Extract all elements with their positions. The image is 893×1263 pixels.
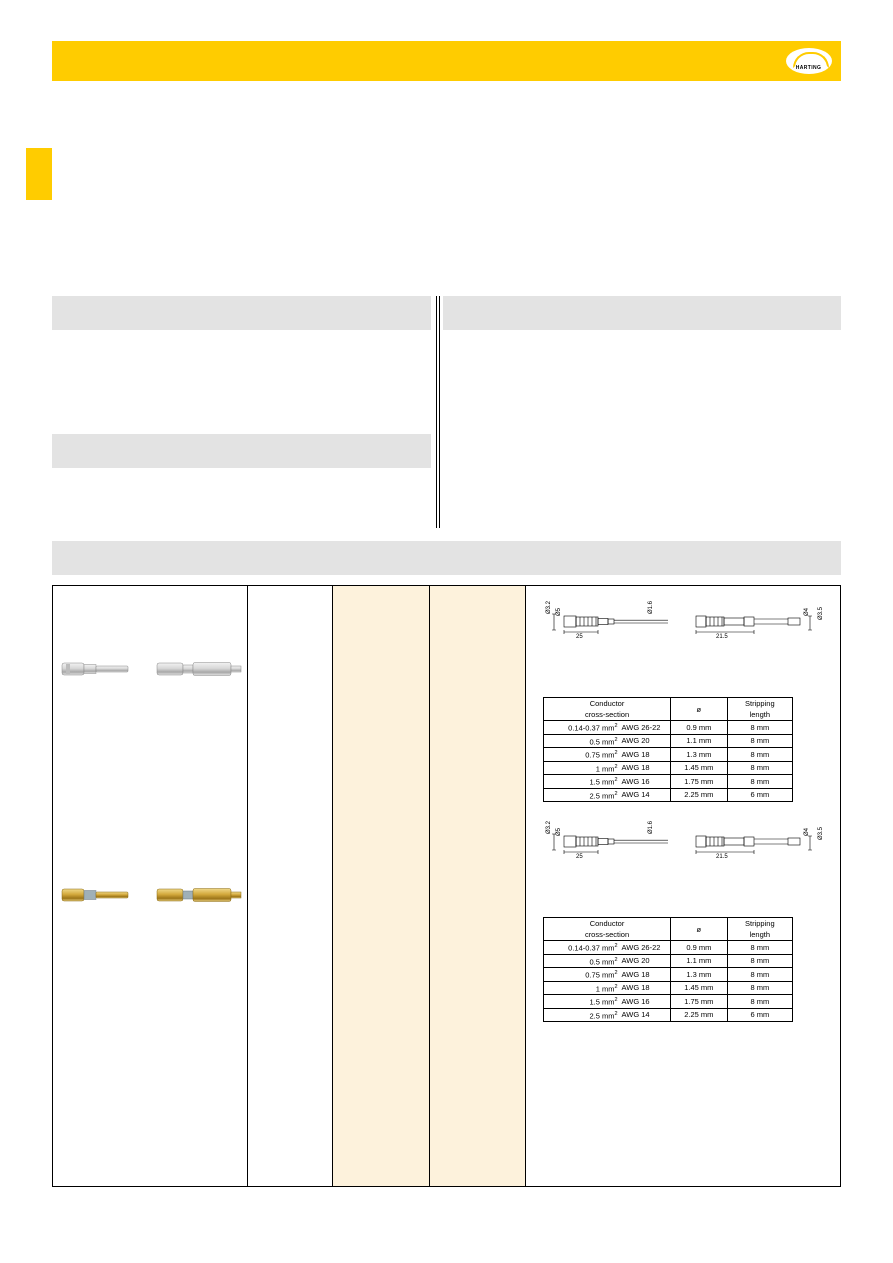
row-unit-sup: 2 [614, 763, 618, 770]
drawing1-dia-top-left: Ø3.2 [546, 600, 552, 614]
row-cross-section: 2.5 mm [589, 1011, 615, 1020]
table-row [544, 981, 793, 995]
table-row [544, 748, 793, 762]
harting-logo [776, 41, 841, 81]
table-row [544, 1008, 793, 1022]
table-row [544, 995, 793, 1009]
crimp-contact-drawing-2 [540, 812, 836, 874]
conductor-spec-table-1 [543, 697, 793, 802]
row-awg: AWG 26-22 [620, 941, 671, 955]
row-unit-sup: 2 [614, 983, 618, 990]
spec-header-conductor-line1: Conductor [589, 699, 625, 708]
logo-label: HARTING [795, 65, 822, 71]
spec-header-stripping [727, 698, 792, 721]
row-awg: AWG 16 [620, 775, 671, 789]
table-row [544, 788, 793, 802]
table-row [544, 941, 793, 955]
row-cross-section: 0.14-0.37 mm [568, 723, 615, 733]
column-divider-right [439, 296, 440, 528]
left-section-bar-2 [52, 434, 431, 468]
crimp-contact-drawing-1 [540, 592, 836, 654]
row-diameter: 1.45 mm [671, 761, 728, 775]
table-column-part-number-2 [430, 586, 526, 1186]
spec-table-header-row [544, 698, 793, 721]
drawing2-dia-right: Ø4 [804, 827, 810, 836]
spec-header-conductor-line1: Conductor [589, 919, 625, 928]
logo-oval-icon [786, 48, 832, 74]
row-awg: AWG 16 [620, 995, 671, 1009]
table-row [544, 775, 793, 789]
row-diameter: 2.25 mm [671, 1008, 728, 1022]
spec-table-header-row [544, 918, 793, 941]
table-column-description [248, 586, 333, 1186]
row-unit-sup: 2 [614, 790, 618, 797]
row-stripping-length: 6 mm [727, 788, 792, 802]
row-cross-section: 0.75 mm [585, 970, 615, 980]
table-header-bar [52, 541, 841, 575]
drawing1-dia-top-right: Ø1.6 [648, 600, 654, 614]
row-awg: AWG 18 [620, 968, 671, 982]
row-stripping-length: 8 mm [727, 968, 792, 982]
row-awg: AWG 20 [620, 954, 671, 968]
table-row [544, 968, 793, 982]
drawing2-dia-top-right: Ø1.6 [648, 820, 654, 834]
row-stripping-length: 8 mm [727, 734, 792, 748]
spec-header-stripping [727, 918, 792, 941]
conductor-spec-table-2 [543, 917, 793, 1022]
silver-crimp-contact-socket [60, 658, 130, 680]
row-cross-section: 0.5 mm [589, 957, 615, 966]
row-stripping-length: 6 mm [727, 1008, 792, 1022]
drawing1-length-right: 21.5 [716, 634, 728, 640]
row-diameter: 1.1 mm [671, 954, 728, 968]
row-unit-sup: 2 [614, 723, 618, 729]
row-diameter: 0.9 mm [671, 941, 728, 955]
drawing2-length-left: 25 [576, 854, 583, 860]
row-unit-sup: 2 [614, 736, 618, 743]
row-diameter: 1.75 mm [671, 995, 728, 1009]
table-row [544, 721, 793, 735]
spec-header-diameter: ø [671, 918, 728, 941]
spec-header-conductor [544, 918, 671, 941]
row-unit-sup: 2 [614, 943, 618, 949]
spec-table-1-body [544, 721, 793, 802]
row-unit-sup: 2 [614, 970, 618, 976]
row-awg: AWG 14 [620, 788, 671, 802]
row-stripping-length: 8 mm [727, 981, 792, 995]
spec-header-conductor-line2: cross-section [584, 930, 630, 939]
spec-header-stripping-line1: Stripping [745, 699, 775, 708]
section-side-tab [26, 148, 52, 200]
spec-header-stripping-line2: length [749, 710, 771, 719]
row-awg: AWG 18 [620, 748, 671, 762]
row-awg: AWG 14 [620, 1008, 671, 1022]
row-cross-section: 1 mm [595, 764, 615, 773]
left-section-bar-1 [52, 296, 431, 330]
row-cross-section: 1.5 mm [589, 777, 615, 787]
row-diameter: 2.25 mm [671, 788, 728, 802]
row-unit-sup: 2 [614, 750, 618, 756]
row-awg: AWG 20 [620, 734, 671, 748]
drawing1-dia-left-small: Ø5 [556, 607, 562, 616]
drawing2-dia-left-small: Ø5 [556, 827, 562, 836]
row-stripping-length: 8 mm [727, 761, 792, 775]
row-unit-sup: 2 [614, 997, 618, 1003]
row-diameter: 1.45 mm [671, 981, 728, 995]
row-cross-section: 1 mm [595, 984, 615, 993]
drawing1-dia-right: Ø4 [804, 607, 810, 616]
row-cross-section: 0.75 mm [585, 750, 615, 760]
row-stripping-length: 8 mm [727, 995, 792, 1009]
table-row [544, 734, 793, 748]
row-stripping-length: 8 mm [727, 954, 792, 968]
row-diameter: 1.3 mm [671, 968, 728, 982]
table-row [544, 761, 793, 775]
spec-header-stripping-line1: Stripping [745, 919, 775, 928]
row-cross-section: 0.5 mm [589, 737, 615, 746]
spec-header-stripping-line2: length [749, 930, 771, 939]
table-column-technical-data [526, 586, 842, 1186]
row-stripping-length: 8 mm [727, 775, 792, 789]
spec-header-conductor [544, 698, 671, 721]
column-divider-left [436, 296, 437, 528]
row-diameter: 0.9 mm [671, 721, 728, 735]
spec-header-diameter: ø [671, 698, 728, 721]
row-cross-section: 0.14-0.37 mm [568, 943, 615, 953]
row-stripping-length: 8 mm [727, 748, 792, 762]
gold-crimp-contact-socket [60, 884, 130, 906]
row-diameter: 1.3 mm [671, 748, 728, 762]
right-section-bar-1 [443, 296, 841, 330]
row-stripping-length: 8 mm [727, 721, 792, 735]
page-header-bar [52, 41, 841, 81]
drawing1-dia-right-small: Ø3.5 [818, 606, 824, 620]
drawing1-length-left: 25 [576, 634, 583, 640]
row-unit-sup: 2 [614, 956, 618, 963]
row-awg: AWG 18 [620, 761, 671, 775]
row-cross-section: 1.5 mm [589, 997, 615, 1007]
table-row [544, 954, 793, 968]
row-stripping-length: 8 mm [727, 941, 792, 955]
silver-crimp-contact-pin [155, 658, 243, 680]
drawing2-dia-right-small: Ø3.5 [818, 826, 824, 840]
spec-table-2-body [544, 941, 793, 1022]
row-diameter: 1.75 mm [671, 775, 728, 789]
row-awg: AWG 18 [620, 981, 671, 995]
table-column-part-number-1 [333, 586, 430, 1186]
row-diameter: 1.1 mm [671, 734, 728, 748]
row-cross-section: 2.5 mm [589, 791, 615, 800]
drawing2-length-right: 21.5 [716, 854, 728, 860]
row-unit-sup: 2 [614, 1010, 618, 1017]
gold-crimp-contact-pin [155, 884, 243, 906]
row-unit-sup: 2 [614, 777, 618, 783]
drawing2-dia-top-left: Ø3.2 [546, 820, 552, 834]
spec-header-conductor-line2: cross-section [584, 710, 630, 719]
row-awg: AWG 26-22 [620, 721, 671, 735]
